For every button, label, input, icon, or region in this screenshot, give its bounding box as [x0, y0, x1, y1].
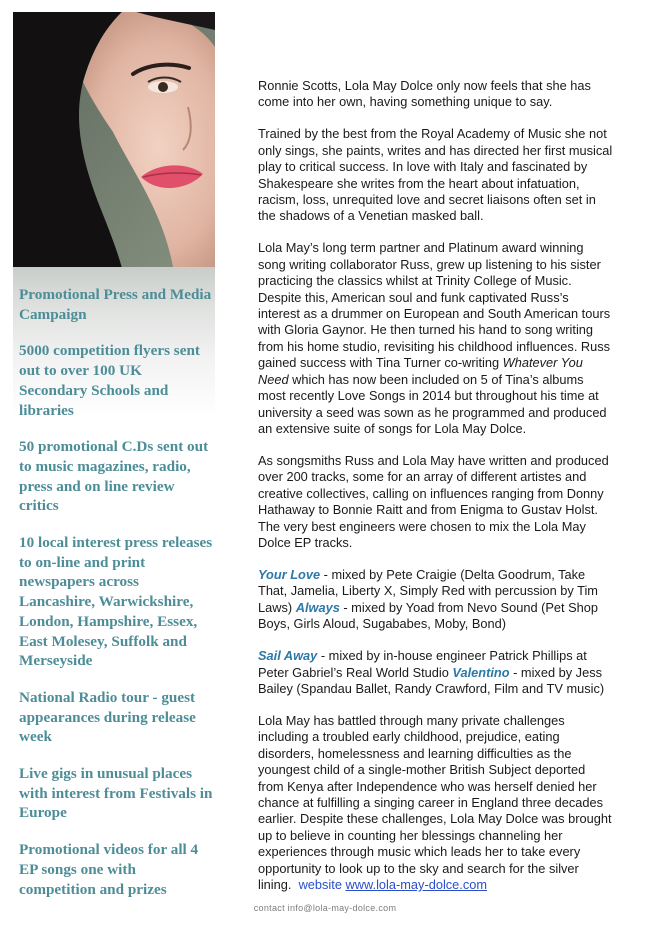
song-title-whatever-you-need: Whatever You Need — [258, 355, 583, 387]
song-title-valentino: Valentino — [452, 664, 510, 680]
challenges-text: Lola May has battled through many private challenges including a troubled early childhood, prejudice, eating disorders, homelessness and learning difficulties as the youngest child of a single-mother British Subject deported from Kenya after Independence who was herself denied her chance at fulfilling a singing career in England three decades earlier. Despite these challenges, Lola May Dolce was brought up to believe in counting her blessings channeling her experiences through music which leads her to take every opportunity to look up to the sky and search for the silver lining. — [258, 712, 612, 893]
campaign-sidebar — [13, 267, 215, 898]
song-your-love-credits: - mixed by Pete Craigie (Delta Goodrum, Take That, Jamelia, Liberty X, Simply Red with percussion by Tim Laws) — [258, 566, 598, 615]
song-title-your-love: Your Love — [258, 566, 321, 582]
bio-paragraph-russ — [258, 240, 614, 437]
song-title-always: Always — [295, 599, 340, 615]
bio-paragraph-mixes-2 — [258, 648, 614, 697]
artist-photo — [13, 12, 215, 267]
sidebar-item-press-campaign: Promotional Press and Media Campaign — [19, 286, 212, 323]
bio-paragraph-challenges — [258, 713, 614, 893]
website-label-link[interactable]: website — [298, 877, 342, 893]
song-title-sail-away: Sail Away — [258, 648, 318, 664]
bio-paragraph-training: Trained by the best from the Royal Academy of Music she not only sings, she paints, writes and has directed her first musical play to critical success. In love with Italy and fascinated by Shakespeare she writes from the heart about infatuation, racism, loss, unrequited love and secret liaisons often set in the shadows of a Venetian masked ball. — [258, 126, 613, 224]
sidebar-item-promo-cds: 50 promotional C.Ds sent out to music magazines, radio, press and on line review critics — [19, 438, 209, 515]
song-sail-away-credits: - mixed by in-house engineer Patrick Phillips at Peter Gabriel’s Real World Studio — [258, 648, 587, 680]
sidebar-item-radio-tour: National Radio tour - guest appearances during release week — [19, 688, 196, 746]
portrait-illustration — [13, 12, 215, 267]
bio-paragraph-mixes-1 — [258, 567, 614, 633]
footer-contact: contact info@lola-may-dolce.com — [253, 903, 397, 913]
bio-paragraph-intro: Ronnie Scotts, Lola May Dolce only now feels that she has come into her own, having something unique to say. — [258, 78, 591, 110]
sidebar-item-live-gigs: Live gigs in unusual places with interest from Festivals in Europe — [19, 765, 213, 822]
sidebar-item-flyers: 5000 competition flyers sent out to over 100 UK Secondary Schools and libraries — [19, 342, 200, 419]
song-valentino-credits: - mixed by Jess Bailey (Spandau Ballet, Randy Crawford, Film and TV music) — [258, 664, 605, 696]
biography-text — [258, 78, 614, 909]
russ-text-b: which has now been included on 5 of Tina’s albums most recently Love Songs in 2014 but throughout his time at university a seed was sown as he programmed and produced an extensive suite of songs for Lola May Dolce. — [258, 371, 607, 436]
sidebar-item-promo-videos: Promotional videos for all 4 EP songs one with competition and prizes — [19, 841, 199, 898]
russ-text-a: Lola May’s long term partner and Platinum award winning song writing collaborator Russ, grew up listening to his sister practicing the classics whilst at Trinity College of Music. Despite this, American soul and funk captivated Russ’s interest as a drummer on European and South American tours with Gloria Gaynor. He then turned his hand to song writing from his home studio, revisiting his childhood influences. Russ gained success with Tina Turner co-writing — [258, 240, 611, 371]
sidebar-item-press-releases: 10 local interest press releases to on-line and print newspapers across Lancashire, Warwickshire, London, Hampshire, Essex, East Molesey, Suffolk and Merseyside — [19, 534, 213, 670]
song-always-credits: - mixed by Yoad from Nevo Sound (Pet Shop Boys, Girls Aloud, Sugababes, Moby, Bond) — [258, 599, 599, 632]
website-url-link[interactable]: www.lola-may-dolce.com — [345, 877, 488, 893]
bio-paragraph-songsmiths: As songsmiths Russ and Lola May have written and produced over 200 tracks, some for an array of different artistes and creative collectives, calling on influences ranging from Donny Hathaway to Bonnie Raitt and from Enigma to Gustav Holst. The very best engineers were chosen to mix the Lola May Dolce EP tracks. — [258, 452, 609, 550]
